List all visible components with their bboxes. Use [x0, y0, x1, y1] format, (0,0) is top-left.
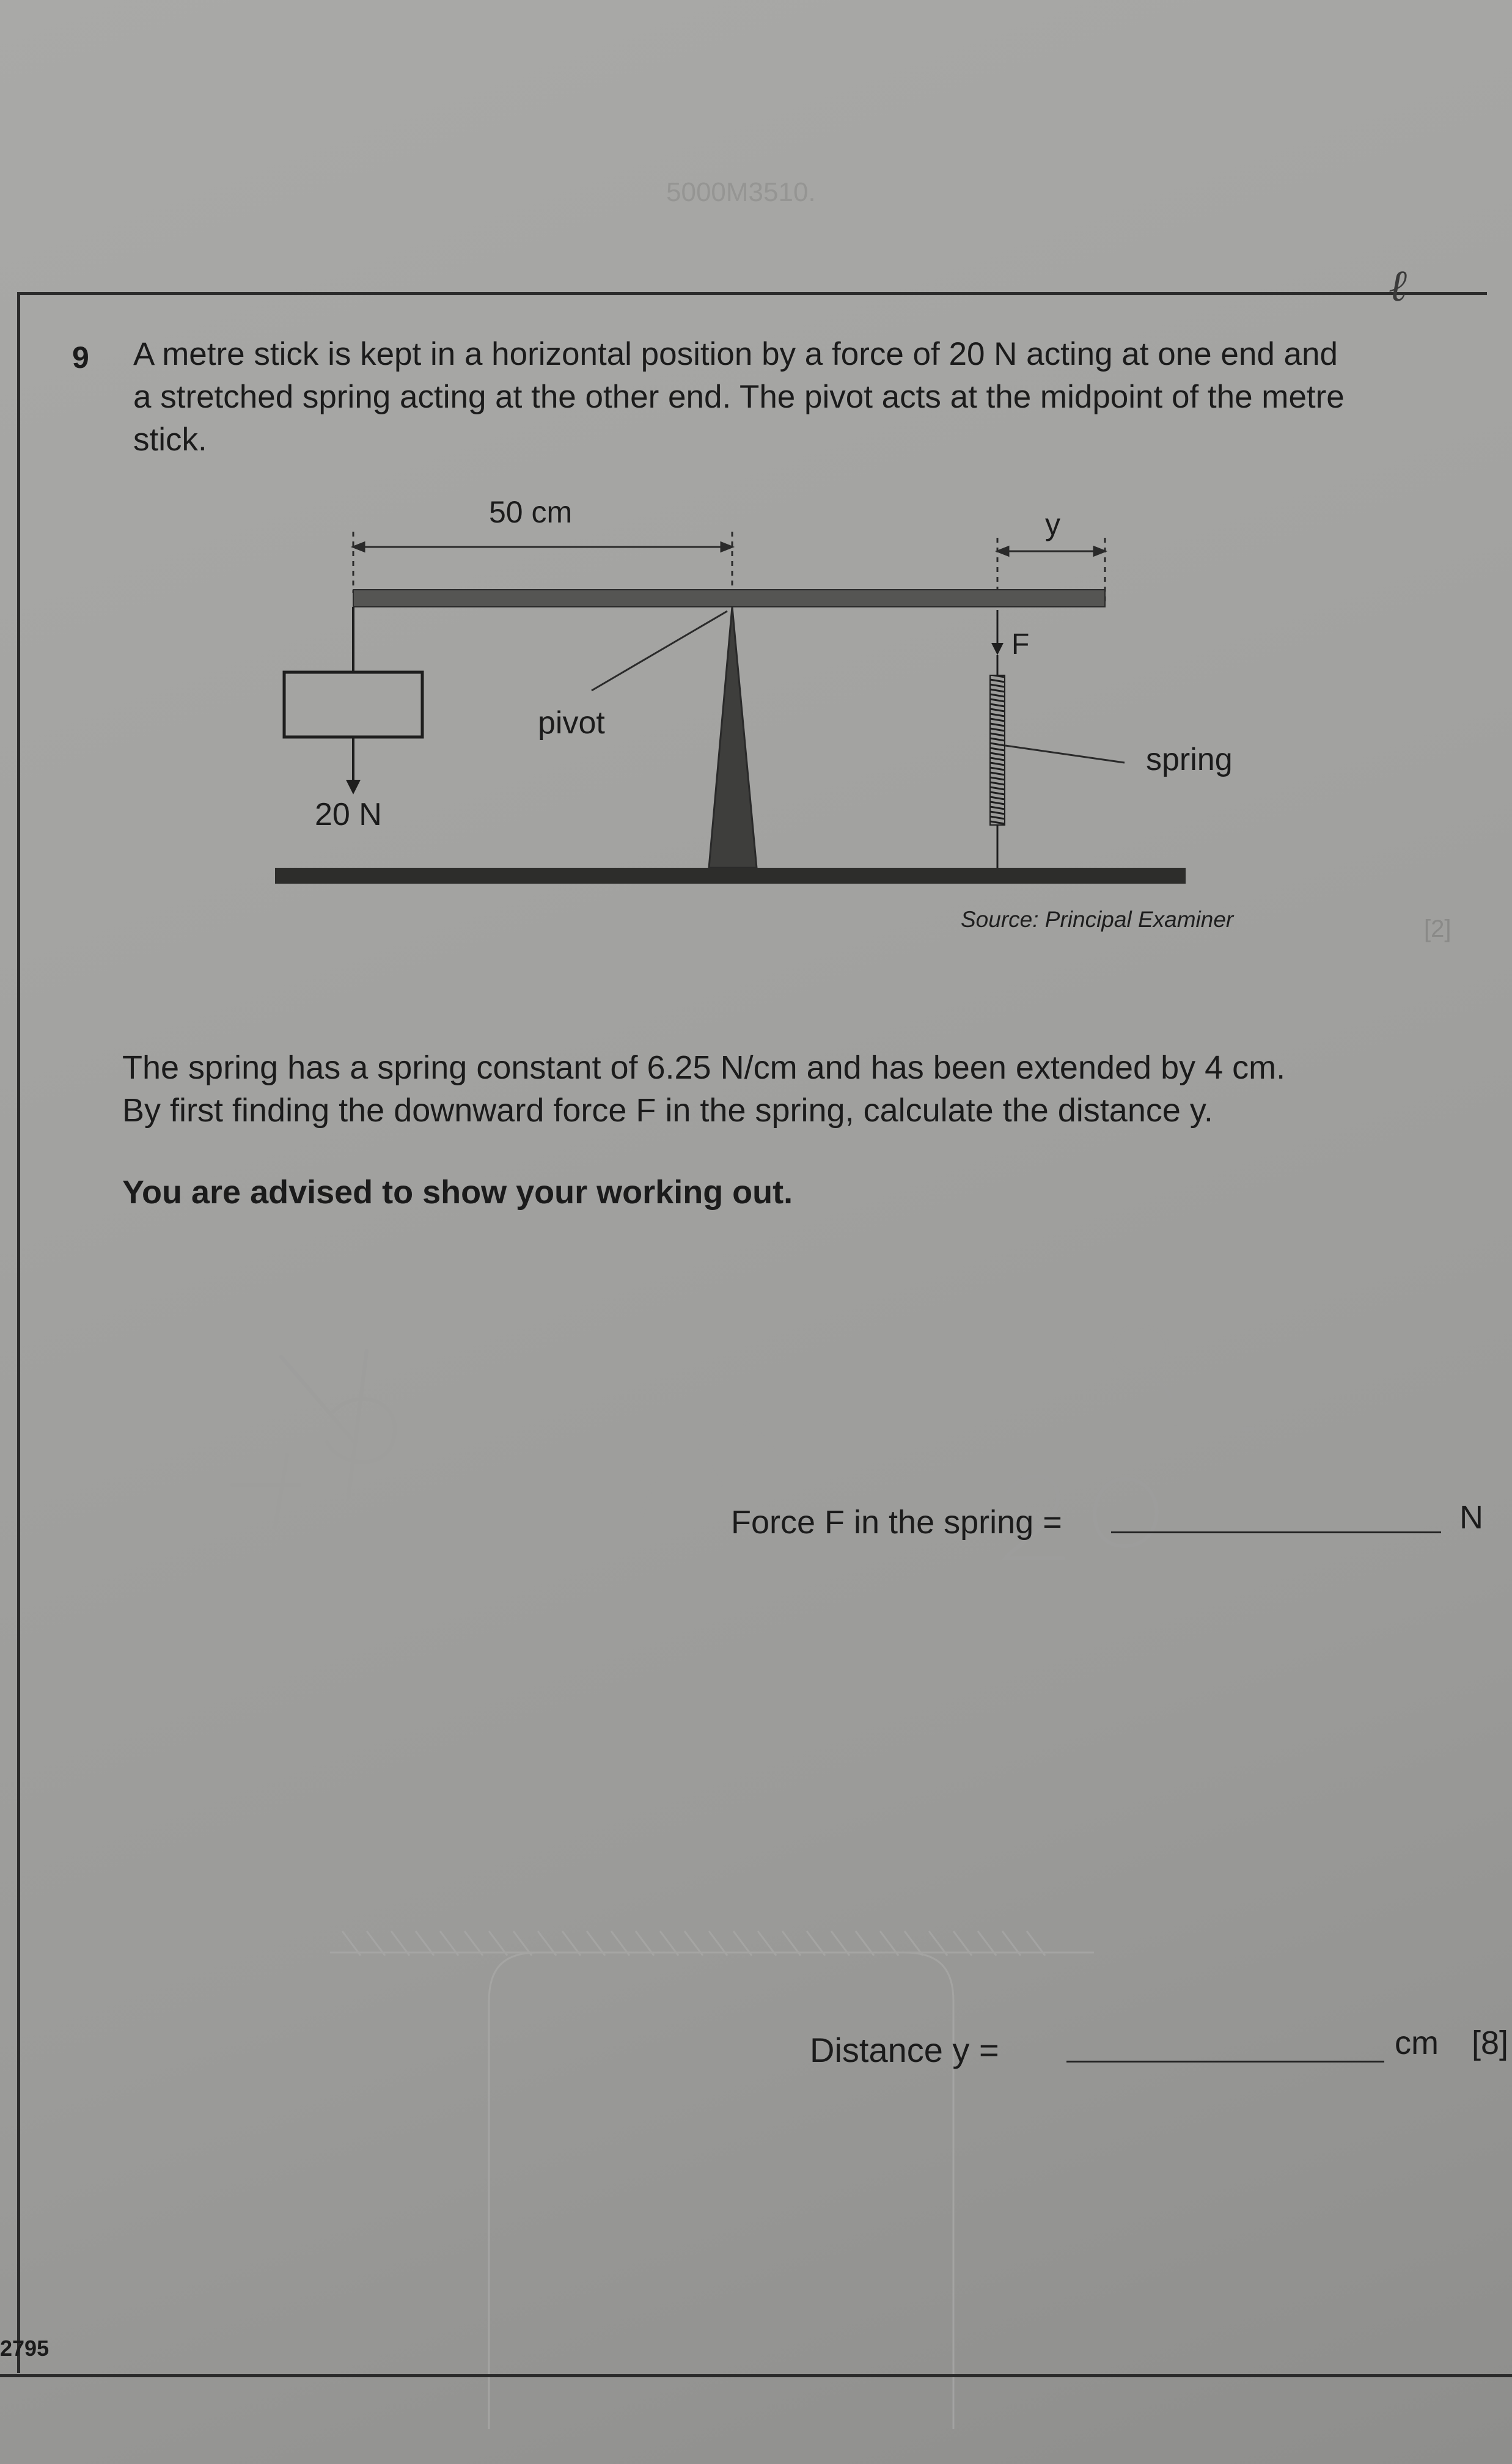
question-line: a stretched spring acting at the other end. The pivot acts at the midpoint of the metre: [133, 379, 1345, 415]
body-line: The spring has a spring constant of 6.25 N/cm and has been extended by 4 cm.: [122, 1049, 1286, 1086]
label-F: F: [1011, 628, 1030, 661]
bottom-rule: [0, 2374, 1512, 2377]
force-answer-label: Force F in the spring =: [731, 1504, 1062, 1541]
question-number: 9: [72, 340, 89, 375]
header-code: 5000M3510.: [666, 177, 816, 207]
handwritten-fraction-bar: [1033, 1425, 1253, 1429]
page-number: 2795: [0, 2336, 50, 2361]
distance-answer-label: Distance y =: [810, 2031, 999, 2069]
handwritten-eight: [1108, 1326, 1172, 1436]
label-50cm: 50 cm: [489, 495, 573, 529]
question-marks: [8]: [1472, 2025, 1509, 2061]
advice-text: You are advised to show your working out.: [122, 1174, 793, 1211]
handwritten-scribble: [281, 1351, 395, 1497]
question-line: A metre stick is kept in a horizontal position by a force of 20 N acting at one end and: [133, 336, 1338, 372]
diagram-source: Source: Principal Examiner: [961, 907, 1234, 932]
distance-unit: cm: [1395, 2025, 1439, 2061]
question-line: stick.: [133, 422, 207, 458]
label-20N: 20 N: [315, 797, 382, 832]
label-y: y: [1045, 507, 1060, 541]
force-unit: N: [1459, 1499, 1483, 1536]
handwritten-mark: ℓ: [1389, 260, 1407, 311]
bleed-marks: [2]: [1424, 915, 1451, 942]
force-answer-line[interactable]: [1111, 1531, 1441, 1533]
distance-answer-line[interactable]: [1066, 2061, 1384, 2062]
handwritten-cross: [232, 1412, 776, 1528]
bleed-hatching: [330, 1931, 1094, 1956]
body-line: By first finding the downward force F in the spring, calculate the distance y.: [122, 1092, 1213, 1129]
label-spring: spring: [1146, 742, 1233, 777]
bleed-box: [489, 1953, 953, 2429]
label-pivot: pivot: [538, 705, 605, 741]
